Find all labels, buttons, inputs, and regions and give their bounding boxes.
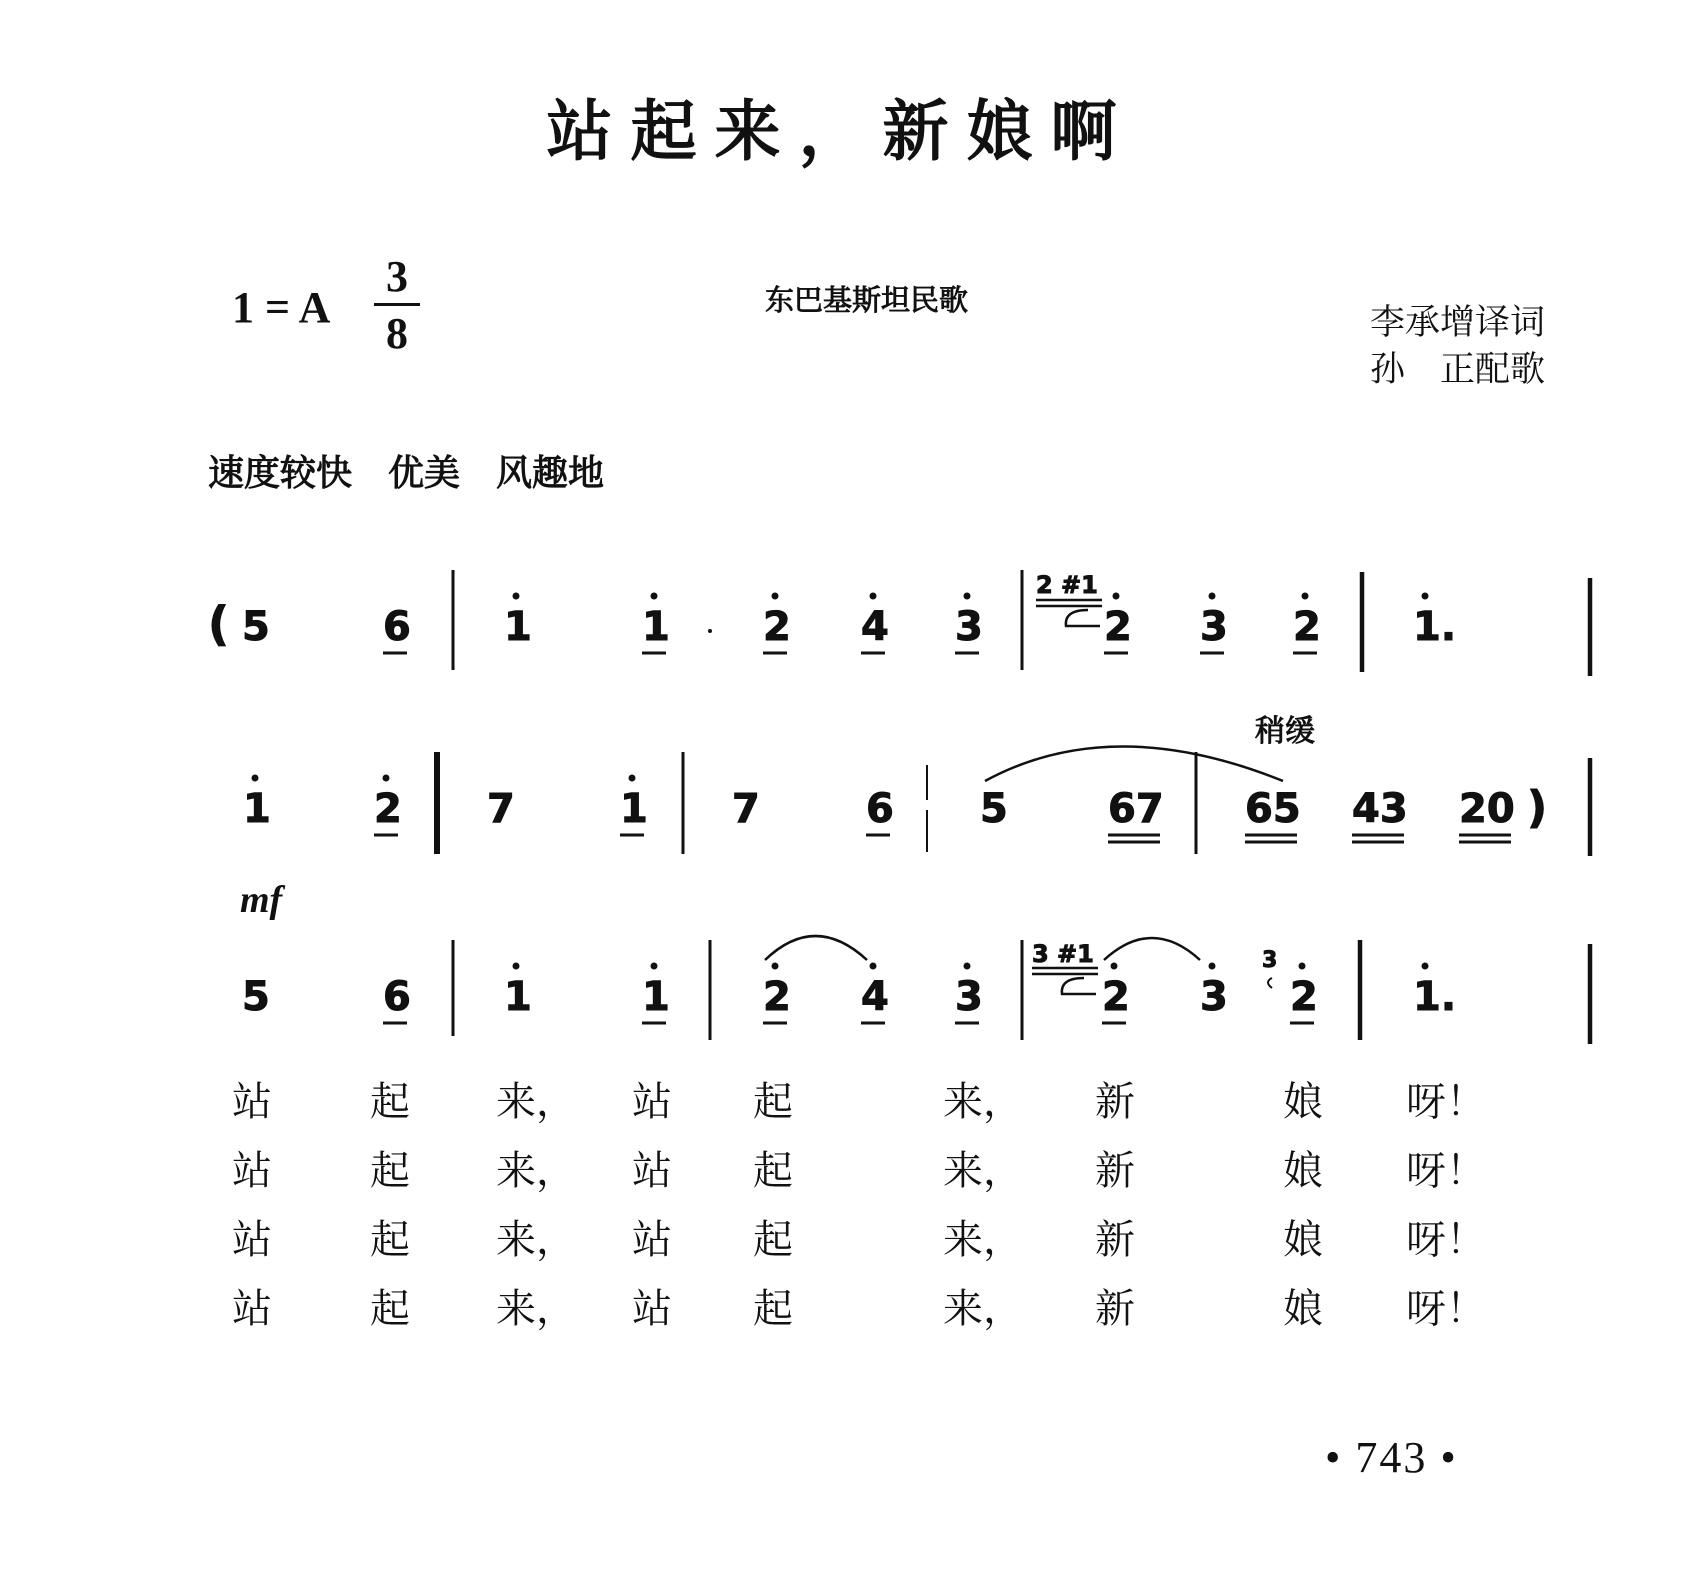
slur xyxy=(1104,938,1200,960)
note: 3 xyxy=(955,604,983,650)
note: 3 xyxy=(1200,604,1228,650)
song-title: 站起来，新娘啊 xyxy=(546,92,1135,170)
lyric-char: 起 xyxy=(753,1148,793,1194)
lyric-char: 起 xyxy=(370,1079,410,1125)
lyric-char: 新 xyxy=(1095,1286,1135,1332)
note: 7 xyxy=(732,786,760,832)
lyric-char: 娘 xyxy=(1283,1217,1323,1263)
lyric-char: 来， xyxy=(496,1217,576,1263)
lyric-char: 来， xyxy=(496,1079,576,1125)
note: 6 xyxy=(866,786,894,832)
note: 1 xyxy=(504,974,532,1020)
lyric-char: 新 xyxy=(1095,1217,1135,1263)
lyric-char: 来， xyxy=(496,1286,576,1332)
note: 1. xyxy=(1413,604,1457,650)
lyric-char: 起 xyxy=(753,1217,793,1263)
note: 2 xyxy=(1293,604,1321,650)
lyric-char: 站 xyxy=(632,1148,672,1194)
note: 2 xyxy=(1102,974,1130,1020)
key-signature: 1 = A xyxy=(232,283,331,332)
time-signature-numerator: 3 xyxy=(386,252,408,301)
lyric-char: 娘 xyxy=(1283,1286,1323,1332)
lyric-char: 娘 xyxy=(1283,1079,1323,1125)
time-signature-denominator: 8 xyxy=(386,309,408,358)
note: 1 xyxy=(642,974,670,1020)
note: 2 xyxy=(374,786,402,832)
lyric-char: 站 xyxy=(232,1148,272,1194)
lyric-char: 来， xyxy=(943,1286,1023,1332)
lyric-char: 起 xyxy=(370,1217,410,1263)
lyric-char: 站 xyxy=(232,1217,272,1263)
lyric-char: 站 xyxy=(232,1286,272,1332)
note: 2 xyxy=(763,974,791,1020)
slur xyxy=(765,936,867,960)
lyric-char: 起 xyxy=(753,1079,793,1125)
note: 4 xyxy=(861,974,889,1020)
lyric-char: 来， xyxy=(943,1148,1023,1194)
note: 6 xyxy=(383,604,411,650)
song-origin: 东巴基斯坦民歌 xyxy=(765,283,969,317)
lyric-char: 起 xyxy=(370,1286,410,1332)
lyric-char: 呀！ xyxy=(1406,1079,1486,1125)
note: 3 xyxy=(955,974,983,1020)
grace-notes: 2 #1 xyxy=(1036,571,1098,599)
note: 1 xyxy=(243,786,271,832)
open-parenthesis: ( xyxy=(208,597,230,651)
lyric-char: 站 xyxy=(632,1217,672,1263)
note: 3 xyxy=(1200,974,1228,1020)
note: 5 xyxy=(242,604,270,650)
grace-note: 3 xyxy=(1262,948,1278,973)
note: 7 xyxy=(487,786,515,832)
note: 1 xyxy=(642,604,670,650)
lyric-char: 站 xyxy=(232,1079,272,1125)
dynamic-marking: mf xyxy=(240,879,283,921)
arranger-credit: 孙 正配歌 xyxy=(1370,350,1546,390)
note: 4 xyxy=(861,604,889,650)
lyricist-credit: 李承增译词 xyxy=(1370,303,1546,343)
lyric-char: 新 xyxy=(1095,1079,1135,1125)
note: 1. xyxy=(1413,974,1457,1020)
lyric-char: 站 xyxy=(632,1286,672,1332)
note: 5 xyxy=(242,974,270,1020)
page-number: • 743 • xyxy=(1325,1433,1458,1482)
lyric-char: 来， xyxy=(496,1148,576,1194)
note: 2 xyxy=(1104,604,1132,650)
lyric-char: 呀！ xyxy=(1406,1286,1486,1332)
lyric-char: 站 xyxy=(632,1079,672,1125)
note: 43 xyxy=(1352,786,1408,832)
tempo-marking: 速度较快 优美 风趣地 xyxy=(208,453,605,494)
lyric-char: 来， xyxy=(943,1079,1023,1125)
lyric-char: 呀！ xyxy=(1406,1217,1486,1263)
note: 1 xyxy=(504,604,532,650)
lyric-char: 来， xyxy=(943,1217,1023,1263)
note: 2 xyxy=(1290,974,1318,1020)
note: 2 xyxy=(763,604,791,650)
lyric-char: 娘 xyxy=(1283,1148,1323,1194)
lyric-char: 起 xyxy=(753,1286,793,1332)
close-parenthesis: ) xyxy=(1527,782,1548,833)
lyric-char: 呀！ xyxy=(1406,1148,1486,1194)
note: 6 xyxy=(383,974,411,1020)
tempo-annotation: 稍缓 xyxy=(1255,714,1315,749)
note: 5 xyxy=(980,786,1008,832)
note: 20 xyxy=(1459,786,1515,832)
grace-notes: 3 #1 xyxy=(1032,940,1094,968)
lyric-char: 新 xyxy=(1095,1148,1135,1194)
slur xyxy=(985,747,1283,782)
note: 67 xyxy=(1108,786,1164,832)
note: 1 xyxy=(620,786,648,832)
lyric-char: 起 xyxy=(370,1148,410,1194)
note: 65 xyxy=(1245,786,1301,832)
